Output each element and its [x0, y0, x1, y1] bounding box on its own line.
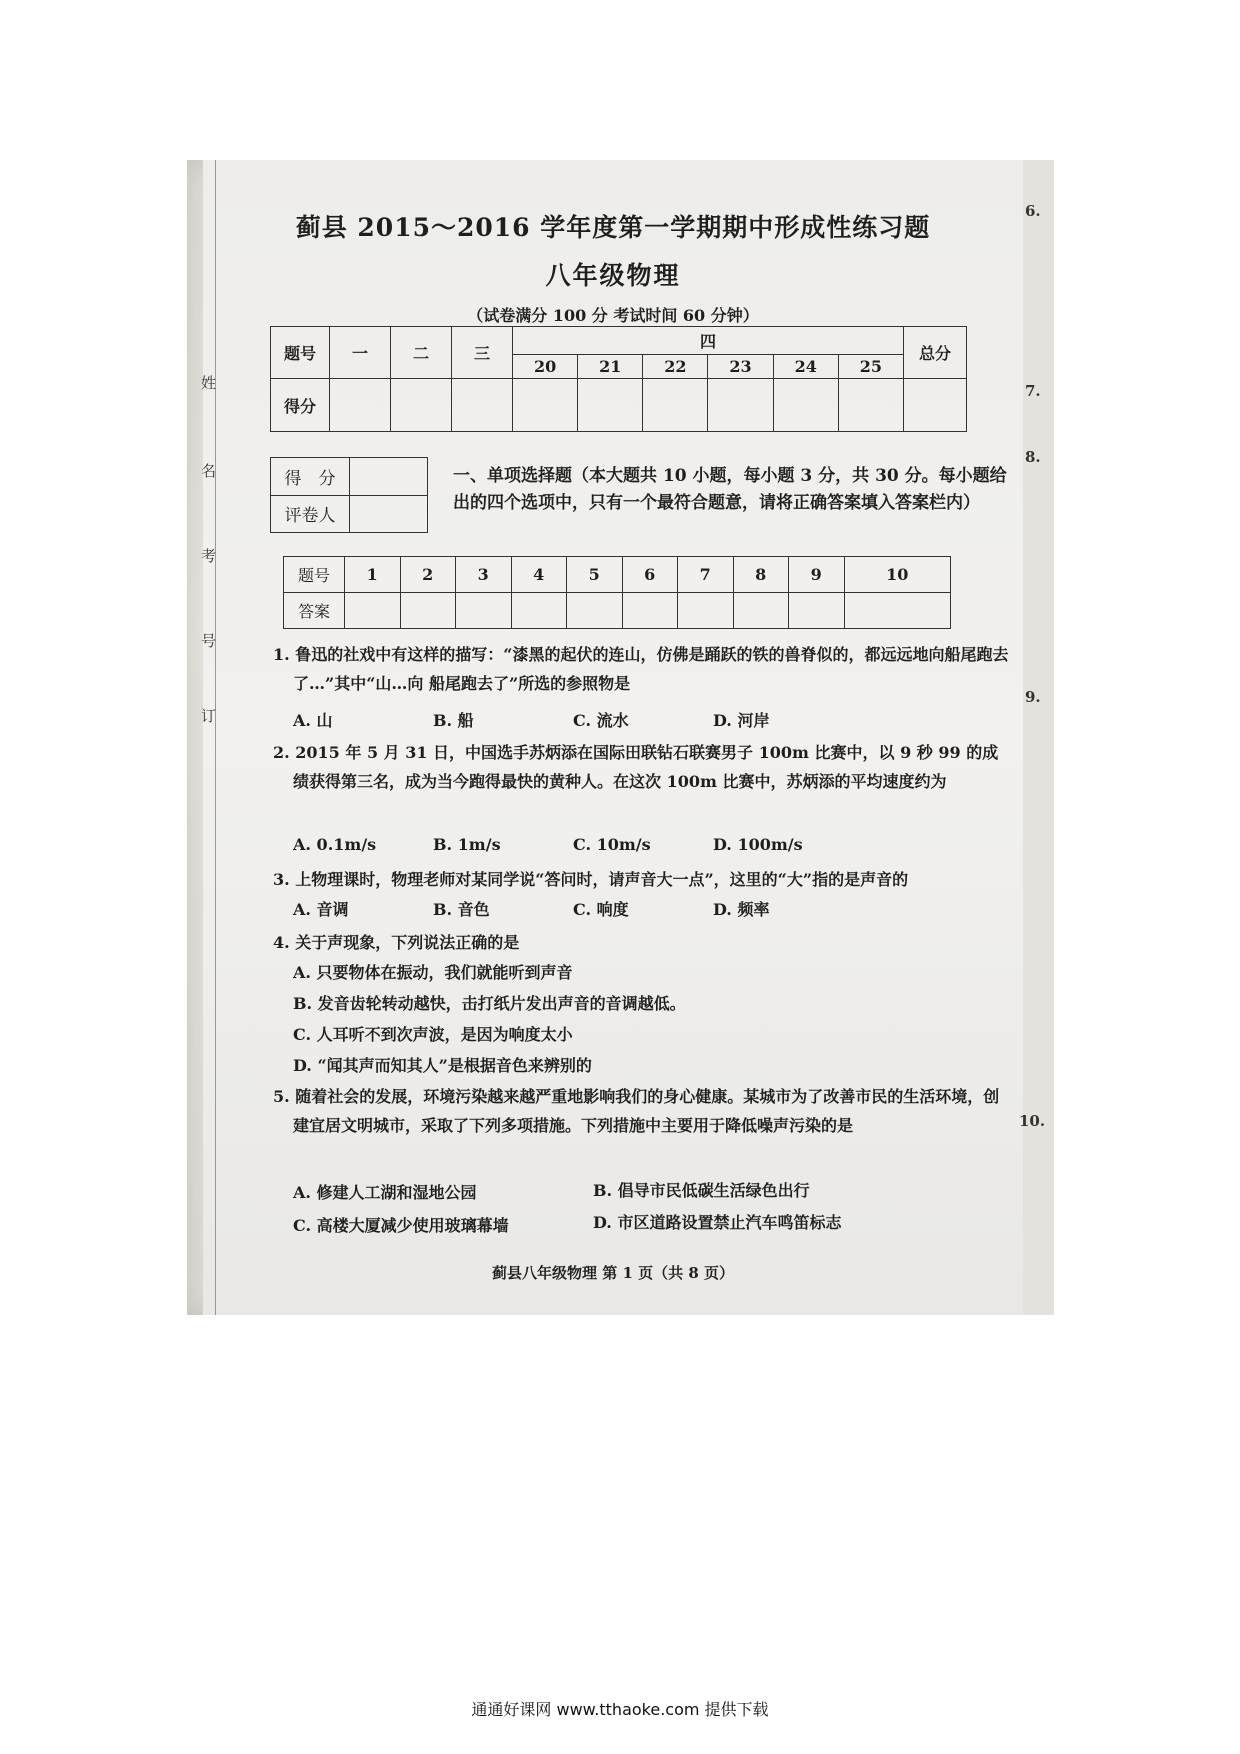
option-d: D. “闻其声而知其人”是根据音色来辨别的 — [293, 1056, 592, 1075]
question-1 — [273, 640, 1013, 698]
score-cell — [904, 379, 967, 432]
answer-cell — [567, 593, 623, 629]
option-c: C. 流水 — [573, 711, 629, 730]
question-number: 3 — [456, 557, 512, 593]
answer-cell — [844, 593, 951, 629]
option-b: B. 倡导市民低碳生活绿色出行 — [593, 1181, 810, 1200]
option-a: A. 只要物体在振动，我们就能听到声音 — [293, 963, 573, 982]
score-cell — [578, 379, 643, 432]
sub-number: 23 — [708, 355, 773, 379]
section-label: 四 — [513, 327, 904, 355]
next-page-number: 10. — [1019, 1112, 1046, 1130]
sub-number: 22 — [643, 355, 708, 379]
score-cell — [330, 379, 391, 432]
sub-number: 25 — [838, 355, 903, 379]
answer-cell — [511, 593, 567, 629]
sub-number: 20 — [513, 355, 578, 379]
question-stem: 4. 关于声现象，下列说法正确的是 — [273, 933, 520, 952]
score-cell — [643, 379, 708, 432]
exam-photo — [187, 160, 1054, 1315]
section-label: 二 — [391, 327, 452, 379]
option-a: A. 音调 — [293, 900, 349, 919]
option-c: C. 响度 — [573, 900, 629, 919]
option-c: C. 10m/s — [573, 835, 651, 854]
option-d: D. 频率 — [713, 900, 770, 919]
answer-cell — [456, 593, 512, 629]
option-a: A. 0.1m/s — [293, 835, 377, 854]
answer-cell — [733, 593, 789, 629]
answer-cell — [400, 593, 456, 629]
question-number: 1 — [345, 557, 401, 593]
grader-score-label: 得 分 — [271, 458, 350, 496]
exam-subject: 八年级物理 — [545, 261, 681, 290]
section-label: 三 — [452, 327, 513, 379]
option-d: D. 100m/s — [713, 835, 803, 854]
answer-cell — [789, 593, 845, 629]
question-stem: 3. 上物理课时，物理老师对某同学说“答问时，请声音大一点”，这里的“大”指的是声音的 — [273, 870, 909, 889]
sub-number: 21 — [578, 355, 643, 379]
question-number: 4 — [511, 557, 567, 593]
score-table — [270, 326, 967, 432]
answer-table — [283, 556, 951, 629]
answer-cell — [345, 593, 401, 629]
margin-glyph: 订 — [201, 707, 217, 725]
score-table-header: 题号 — [271, 327, 330, 379]
question-4 — [273, 928, 1013, 957]
score-cell — [452, 379, 513, 432]
next-page-edge — [1023, 160, 1054, 1315]
page-footer: 蓟县八年级物理 第 1 页（共 8 页） — [492, 1264, 734, 1282]
question-stem: 1. 鲁迅的社戏中有这样的描写：“漆黑的起伏的连山，仿佛是踊跃的铁的兽脊似的，都远远地向船尾跑去了…”其中“山…向 船尾跑去了”所选的参照物是 — [273, 645, 1009, 693]
question-number: 2 — [400, 557, 456, 593]
margin-glyph: 考 — [201, 547, 217, 565]
grader-cell — [350, 495, 428, 533]
score-cell — [708, 379, 773, 432]
next-page-number: 8. — [1025, 448, 1041, 466]
next-page-number: 6. — [1025, 202, 1041, 220]
margin-glyph: 姓 — [201, 374, 217, 392]
option-d: D. 河岸 — [713, 711, 770, 730]
option-c: C. 人耳听不到次声波，是因为响度太小 — [293, 1025, 573, 1044]
score-cell — [391, 379, 452, 432]
grader-label: 评卷人 — [271, 495, 350, 533]
score-row-label: 得分 — [271, 379, 330, 432]
download-credit: 通通好课网 www.tthaoke.com 提供下载 — [471, 1700, 769, 1719]
option-b: B. 发音齿轮转动越快，击打纸片发出声音的音调越低。 — [293, 994, 686, 1013]
option-b: B. 音色 — [433, 900, 490, 919]
next-page-number: 7. — [1025, 382, 1041, 400]
answer-table-header: 题号 — [284, 557, 345, 593]
sub-number: 24 — [773, 355, 838, 379]
question-number: 9 — [789, 557, 845, 593]
question-number: 5 — [567, 557, 623, 593]
question-stem: 5. 随着社会的发展，环境污染越来越严重地影响我们的身心健康。某城市为了改善市民的生活环境，创建宜居文明城市，采取了下列多项措施。下列措施中主要用于降低噪声污染的是 — [273, 1087, 1000, 1135]
binding-line — [215, 160, 216, 1315]
option-b: B. 船 — [433, 711, 474, 730]
grader-score-cell — [350, 458, 428, 496]
score-cell — [838, 379, 903, 432]
exam-title: 蓟县 2015～2016 学年度第一学期期中形成性练习题 — [295, 213, 931, 242]
question-2 — [273, 738, 1013, 796]
grader-table — [270, 457, 428, 533]
total-label: 总分 — [904, 327, 967, 379]
question-stem: 2. 2015 年 5 月 31 日，中国选手苏炳添在国际田联钻石联赛男子 100m 比赛中，以 9 秒 99 的成绩获得第三名，成为当今跑得最快的黄种人。在这次 100m 比赛中，苏炳添的平均速度约为 — [273, 743, 999, 791]
option-a: A. 修建人工湖和湿地公园 — [293, 1183, 477, 1202]
answer-cell — [678, 593, 734, 629]
next-page-number: 9. — [1025, 688, 1041, 706]
section-heading: 一、单项选择题（本大题共 10 小题，每小题 3 分，共 30 分。每小题给出的四个选项中，只有一个最符合题意，请将正确答案填入答案栏内） — [453, 466, 1007, 513]
option-b: B. 1m/s — [433, 835, 501, 854]
score-cell — [773, 379, 838, 432]
option-c: C. 高楼大厦减少使用玻璃幕墙 — [293, 1216, 509, 1235]
question-5 — [273, 1082, 1013, 1140]
exam-note: （试卷满分 100 分 考试时间 60 分钟） — [467, 306, 759, 325]
question-number: 8 — [733, 557, 789, 593]
question-number: 7 — [678, 557, 734, 593]
margin-glyph: 名 — [201, 462, 217, 480]
margin-glyph: 号 — [201, 632, 217, 650]
option-a: A. 山 — [293, 711, 333, 730]
answer-row-label: 答案 — [284, 593, 345, 629]
question-number: 10 — [844, 557, 951, 593]
question-number: 6 — [622, 557, 678, 593]
section-label: 一 — [330, 327, 391, 379]
question-3 — [273, 865, 1013, 894]
score-cell — [513, 379, 578, 432]
option-d: D. 市区道路设置禁止汽车鸣笛标志 — [593, 1213, 842, 1232]
answer-cell — [622, 593, 678, 629]
exam-paper — [203, 160, 1023, 1315]
